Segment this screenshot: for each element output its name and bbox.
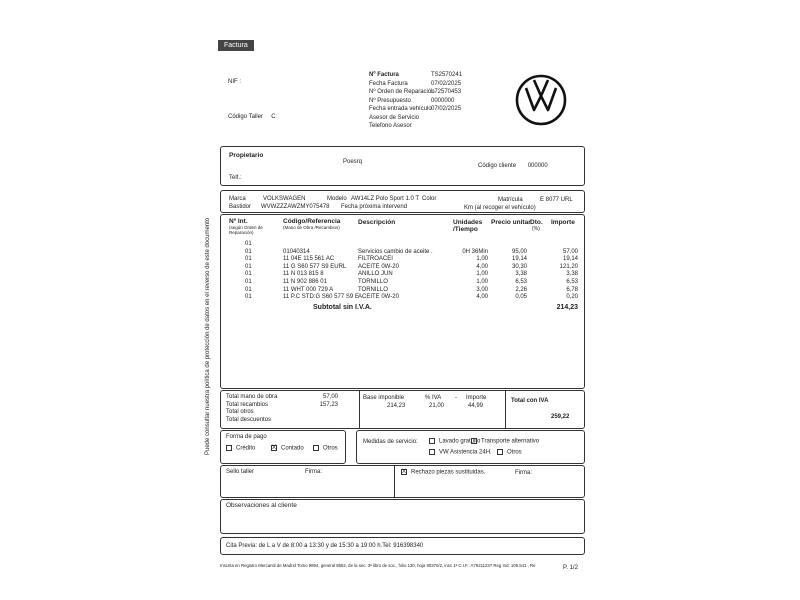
payment-box bbox=[220, 430, 346, 464]
marca-value: VOLKSWAGEN bbox=[263, 196, 306, 202]
table-cell-unid: 4,00 bbox=[476, 294, 488, 301]
col-unidades: Unidades bbox=[453, 219, 483, 226]
table-cell-unid: 3,00 bbox=[476, 286, 488, 293]
table-cell-unid: 1,00 bbox=[476, 256, 488, 263]
payment-label: Forma de pago bbox=[226, 434, 267, 440]
table-row bbox=[221, 249, 584, 256]
checkbox[interactable]: X bbox=[402, 469, 407, 475]
taller-label: Código Taller C bbox=[228, 114, 276, 120]
table-cell-precio: 2,26 bbox=[515, 286, 527, 293]
table-cell-desc: ANILLO JUN bbox=[358, 271, 393, 278]
table-cell-importe: 0,20 bbox=[566, 294, 578, 301]
table-row bbox=[221, 256, 584, 263]
data-protection-note: Puede consultar nuestra política de protección de datos en el reverso de este documento bbox=[205, 217, 211, 455]
total-iva-value: 259,22 bbox=[551, 414, 570, 420]
table-cell-precio: 19,14 bbox=[511, 256, 527, 263]
base-label: Base imponible bbox=[363, 395, 405, 401]
totals-box bbox=[220, 390, 585, 429]
table-cell-unid: 1,00 bbox=[476, 279, 488, 285]
payment-option-credito[interactable]: Crédito bbox=[226, 445, 255, 452]
table-cell-desc: Servicios cambio de aceite . bbox=[358, 248, 433, 255]
owner-name: Poesrq bbox=[343, 159, 363, 165]
totals-divider bbox=[505, 391, 506, 428]
nif-label: NIF : bbox=[228, 79, 242, 85]
bastidor-label: Bastidor bbox=[229, 204, 252, 210]
col-nint-sub: (según Orden de Reparación) bbox=[229, 225, 263, 235]
iva-label: % IVA bbox=[425, 395, 442, 401]
invoice-field-row: Fecha Factura 07/02/2025 bbox=[369, 80, 462, 87]
table-cell-codigo: 11 N 013 815 8 bbox=[283, 271, 324, 278]
col-importe: Importe bbox=[551, 219, 575, 226]
table-cell-desc: FILTROACEI bbox=[358, 256, 393, 263]
checkbox[interactable] bbox=[429, 438, 435, 444]
volkswagen-logo bbox=[515, 74, 567, 126]
checkbox[interactable] bbox=[429, 449, 435, 455]
table-cell-nint: 01 bbox=[245, 271, 252, 278]
table-cell-codigo: 11 P.C STD:G S60 577 S9 E bbox=[283, 294, 359, 301]
invoice-field-row: Nº Factura TS2570241 bbox=[369, 72, 463, 78]
totals-list bbox=[226, 394, 338, 424]
table-cell-codigo: 11 WHT 000 729 A bbox=[283, 286, 334, 293]
color-label: Color bbox=[422, 196, 437, 202]
table-row bbox=[221, 241, 584, 248]
table-cell-nint: 01 bbox=[245, 286, 252, 293]
col-descripcion: Descripción bbox=[358, 219, 396, 226]
table-cell-precio: 95,00 bbox=[511, 248, 527, 255]
table-cell-codigo: 11 04E 115 561 AC bbox=[283, 256, 335, 263]
owner-box bbox=[220, 146, 585, 186]
col-codigo: Código/Referencia bbox=[283, 218, 341, 225]
totals-divider bbox=[359, 391, 360, 428]
signatures-divider bbox=[394, 466, 395, 497]
table-cell-desc: TORNILLO bbox=[358, 286, 388, 293]
table-cell-precio: 6,53 bbox=[515, 279, 527, 285]
table-cell-importe: 6,78 bbox=[566, 286, 578, 293]
iva-value: 21,00 bbox=[429, 403, 445, 409]
total-row: Total otros bbox=[226, 409, 254, 415]
checkbox[interactable] bbox=[313, 445, 319, 451]
table-cell-codigo: 11 N 902 886 01 bbox=[283, 279, 327, 285]
observaciones-box bbox=[220, 499, 585, 534]
table-cell-nint: 01 bbox=[245, 241, 252, 247]
invoice-field-row: Nº Orden de ReparaciónL72570453 bbox=[369, 89, 462, 95]
vehicle-box bbox=[220, 190, 585, 213]
cita-box bbox=[220, 537, 585, 555]
modelo-value: AW14LZ Polo Sport 1.0 T bbox=[351, 196, 420, 202]
total-row: Total mano de obra 57,00 bbox=[226, 394, 338, 400]
base-value: 214,23 bbox=[387, 403, 406, 409]
modelo-label: Modelo bbox=[327, 196, 347, 202]
tel-label: Telf.: bbox=[229, 175, 242, 181]
checkbox[interactable] bbox=[226, 445, 232, 451]
invoice-fields bbox=[369, 71, 462, 131]
table-cell-precio: 30,30 bbox=[511, 263, 527, 270]
table-cell-desc: TORNILLO bbox=[358, 279, 388, 285]
col-dto: Dto. bbox=[530, 219, 543, 226]
bastidor-value: WVWZZZAWZMY075478 bbox=[261, 204, 330, 210]
total-iva-label: Total con IVA bbox=[511, 398, 549, 404]
invoice-field-row: Nº Presupuesto 0000000 bbox=[369, 97, 455, 104]
observaciones-label: Observaciones al cliente bbox=[226, 502, 297, 509]
checkbox[interactable] bbox=[471, 438, 477, 444]
col-precio: Precio unitar bbox=[491, 219, 531, 226]
table-cell-desc: ACEITE 0W-20 bbox=[358, 294, 399, 301]
col-codigo-sub: (Mano de Obra /Recambios) bbox=[283, 225, 340, 230]
payment-option-otros[interactable]: Otros bbox=[313, 445, 338, 452]
col-nint: Nº Int. bbox=[229, 218, 248, 225]
table-cell-importe: 121,20 bbox=[559, 263, 578, 270]
firma-label: Firma: bbox=[305, 469, 322, 475]
table-cell-importe: 57,00 bbox=[562, 248, 578, 255]
table-cell-importe: 3,38 bbox=[566, 271, 578, 278]
matricula-value: E 8077 URL bbox=[540, 197, 573, 203]
table-cell-codigo: 11 G S60 577 S9 EURL bbox=[283, 263, 347, 270]
table-cell-unid: 1,00 bbox=[476, 271, 488, 278]
firma-label: Firma: bbox=[515, 470, 532, 476]
invoice-field-row: Telefono Asesor bbox=[369, 123, 412, 129]
table-row bbox=[221, 294, 584, 301]
table-cell-importe: 6,53 bbox=[566, 279, 578, 285]
total-row: Total descuentos bbox=[226, 416, 272, 423]
iva-dash: - bbox=[455, 395, 457, 401]
subtotal-label: Subtotal sin I.V.A. bbox=[313, 304, 372, 311]
service-option-lavado[interactable]: Lavado gratuito bbox=[429, 438, 480, 445]
client-code: Código cliente 000000 bbox=[478, 163, 548, 169]
subtotal-value: 214,23 bbox=[556, 304, 578, 311]
km-label: Km (al recoger el vehículo) bbox=[464, 205, 536, 211]
invoice-tag: Factura bbox=[218, 40, 254, 51]
cita-text: Cita Previa: de L a V de 8:00 a 13:30 y de 15:30 a 19:00 h.Tel: 916398340 bbox=[226, 543, 424, 549]
table-cell-codigo: 01040314 bbox=[283, 248, 310, 255]
payment-option-contado[interactable]: X Contado bbox=[272, 445, 304, 452]
rechazo-option[interactable]: X Rechazo piezas sustituidas. bbox=[402, 469, 486, 476]
owner-label: Propietario bbox=[229, 152, 264, 159]
table-cell-desc: ACEITE 0W-20 bbox=[358, 263, 399, 270]
page-number: P. 1/2 bbox=[563, 565, 578, 571]
checkbox[interactable]: X bbox=[272, 445, 277, 451]
table-row bbox=[221, 287, 584, 294]
total-row: Total recambios 157,23 bbox=[226, 401, 338, 408]
invoice-field-row: Asesor de Servicio bbox=[369, 114, 420, 121]
matricula-label: Matrícula bbox=[498, 197, 523, 203]
importe-label: Importe bbox=[466, 395, 487, 401]
lines-table bbox=[220, 214, 585, 389]
table-row bbox=[221, 279, 584, 286]
service-option-otros[interactable]: Otros bbox=[497, 449, 522, 456]
table-cell-unid: 0H 36Min bbox=[462, 248, 488, 255]
table-cell-nint: 01 bbox=[245, 263, 252, 270]
table-row bbox=[221, 271, 584, 278]
table-cell-importe: 19,14 bbox=[562, 256, 578, 263]
marca-label: Marca bbox=[229, 196, 246, 202]
col-tiempo: /Tiempo bbox=[453, 226, 478, 233]
importe-value: 44,99 bbox=[468, 403, 484, 409]
table-cell-precio: 3,38 bbox=[515, 271, 527, 278]
sello-label: Sello taller bbox=[226, 469, 255, 475]
table-cell-unid: 4,00 bbox=[476, 263, 488, 270]
legal-footer: Inscrita en Registro Mercantil de Madrid Tomo 9894, general 8552, de la sec. 3ª libro de soc., folio 130, hoja 90370/2, insc 1ª C.I.F.: A79211237 Reg Ind: 109.541 , Re bbox=[220, 563, 536, 568]
service-option-transporte[interactable]: Transporte alternativo bbox=[471, 438, 539, 445]
service-box bbox=[356, 430, 585, 464]
table-cell-nint: 01 bbox=[245, 256, 252, 263]
table-cell-precio: 0,05 bbox=[515, 294, 527, 301]
service-label: Medidas de servicio: bbox=[363, 439, 418, 445]
service-option-asistencia[interactable]: VW Asistencia 24H. bbox=[429, 449, 492, 456]
col-dto-sub: (%) bbox=[532, 226, 540, 232]
table-row bbox=[221, 264, 584, 271]
invoice-field-row: Fecha entrada vehículo07/02/2025 bbox=[369, 106, 462, 112]
signatures-box bbox=[220, 465, 585, 498]
table-cell-nint: 01 bbox=[245, 279, 252, 285]
proxima-label: Fecha próxima intervend bbox=[341, 204, 408, 210]
table-cell-nint: 01 bbox=[245, 294, 252, 301]
checkbox[interactable] bbox=[497, 449, 503, 455]
table-cell-nint: 01 bbox=[245, 248, 252, 255]
